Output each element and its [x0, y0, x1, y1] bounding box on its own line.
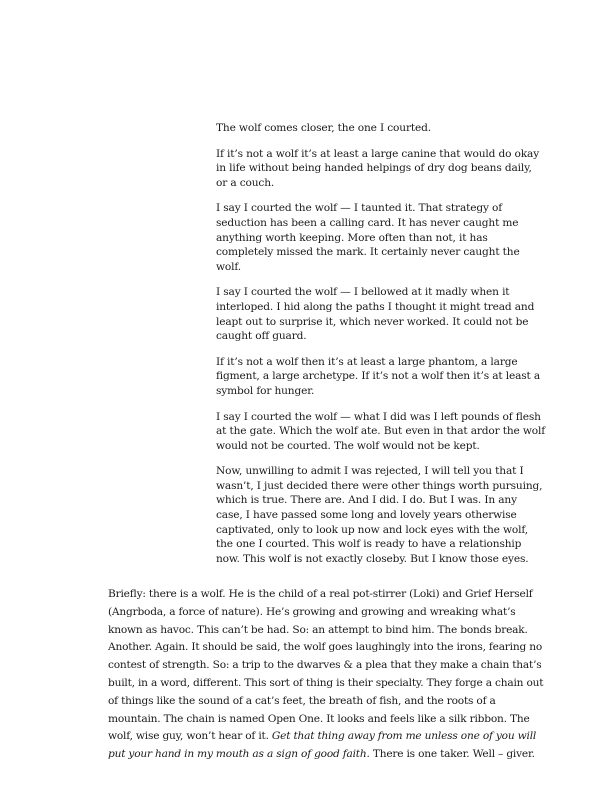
poem-stanza: Now, unwilling to admit I was rejected, I will tell you that I wasn’t, I just decided there were other things worth pursuing, which is true. There are. And I did. I do. But I was. In any case, I have passed some long and lovely years otherwise captivated, only to look up now and lock eyes with the wolf, the one I courted. This wolf is ready to have a relationship now. This wolf is not exactly closeby. But I know those eyes. [216, 465, 543, 565]
poem-stanza: If it’s not a wolf it’s at least a large canine that would do okay in life without being handed helpings of dry dog beans daily, or a couch. [216, 147, 540, 189]
prose-text: Briefly: there is a wolf. He is the child of a real pot-stirrer (Loki) and Grief Herself (Angrboda, a force of nature). He’s growing and growing and wreaking what’s known as havoc. This can’t be had. So: an attempt to bind him. The bonds break. Another. Again. It should be said, the wolf goes laughingly into the irons, fearing no contest of strength. So: a trip to the dwarves & a plea that they make a chain that’s built, in a word, different. This sort of thing is their specialty. They forge a chain out of things like the sound of a cat’s feet, the breath of fish, and the roots of a mountain. The chain is named Open One. It looks and feels like a silk ribbon. The wolf, wise guy, won’t hear of it. [108, 588, 544, 743]
poem-stanza: The wolf comes closer, the one I courted. [216, 122, 431, 134]
poem [216, 121, 546, 577]
poem-stanza: I say I courted the wolf — what I did was I left pounds of flesh at the gate. Which the wolf ate. But even in that ardor the wolf would not be courted. The wolf would not be kept. [216, 410, 546, 452]
poem-stanza: I say I courted the wolf — I taunted it. That strategy of seduction has been a calling card. It has never caught me anything worth keeping. More often than not, it has completely missed the mark. It certainly never caught the wolf. [216, 202, 520, 273]
prose-note [108, 586, 544, 764]
prose-paragraph [108, 586, 544, 764]
prose-ending: There is one taker. Well – giver. [372, 748, 535, 761]
prose-italic-quote: Get that thing away from me unless one of you will put your hand in my mouth as a sign of good faith. [108, 730, 537, 761]
poem-stanza: If it’s not a wolf then it’s at least a large phantom, a large figment, a large archetype. If it’s not a wolf then it’s at least a symbol for hunger. [216, 355, 541, 397]
poem-stanza: I say I courted the wolf — I bellowed at it madly when it interloped. I hid along the paths I thought it might tread and leapt out to surprise it, which never worked. It could not be caught off guard. [216, 286, 535, 343]
